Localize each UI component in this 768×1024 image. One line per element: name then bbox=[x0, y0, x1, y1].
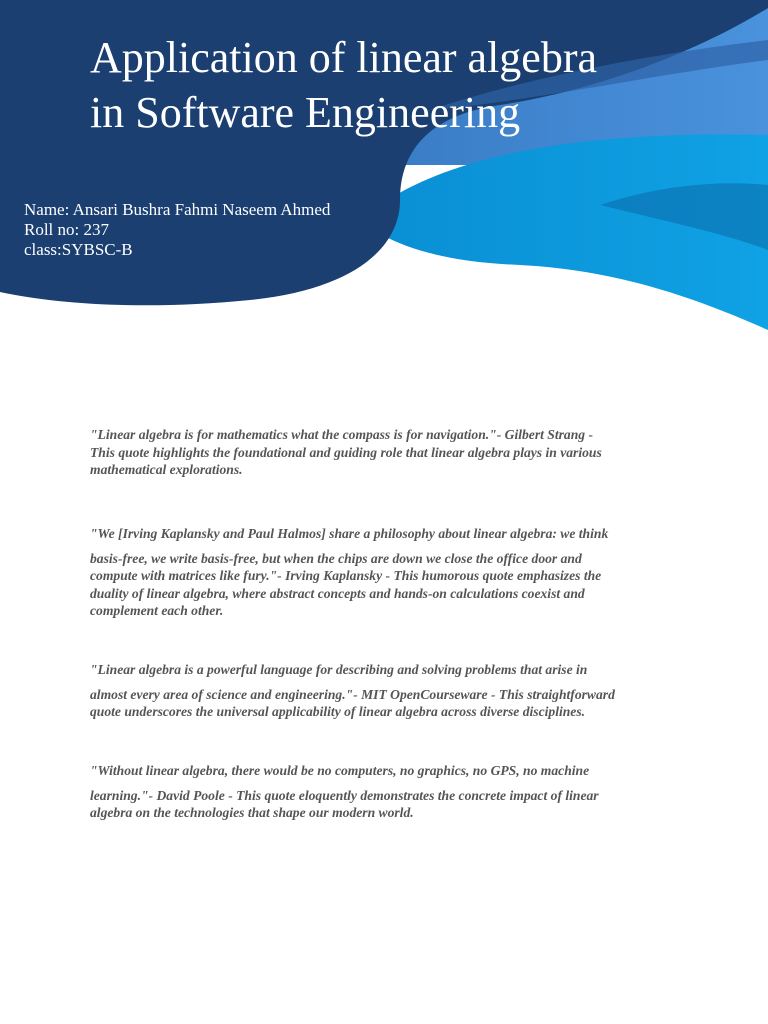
quote-line: duality of linear algebra, where abstract concepts and hands-on calculations coexist and bbox=[90, 585, 585, 601]
quote-paragraph bbox=[90, 661, 615, 721]
author-info bbox=[24, 200, 330, 260]
quote-line: quote underscores the universal applicability of linear algebra across diverse disciplines. bbox=[90, 704, 586, 719]
quote-line: This quote highlights the foundational and guiding role that linear algebra plays in various bbox=[90, 444, 602, 460]
quote-line: "We [Irving Kaplansky and Paul Halmos] share a philosophy about linear algebra: we think bbox=[90, 526, 609, 541]
quote-line: learning."- David Poole - This quote eloquently demonstrates the concrete impact of linear bbox=[90, 787, 599, 803]
author-class: class:SYBSC-B bbox=[24, 240, 133, 259]
quote-paragraph bbox=[90, 525, 608, 620]
title-line-2: in Software Engineering bbox=[90, 88, 521, 137]
quote-line: "Linear algebra is a powerful language for describing and solving problems that arise in bbox=[90, 662, 588, 677]
author-roll-number: Roll no: 237 bbox=[24, 220, 110, 239]
quote-line: compute with matrices like fury."- Irving Kaplansky - This humorous quote emphasizes the bbox=[90, 568, 602, 583]
quote-line: almost every area of science and engineering."- MIT OpenCourseware - This straightforward bbox=[90, 686, 615, 702]
quote-paragraph bbox=[90, 426, 602, 479]
quote-line: mathematical explorations. bbox=[90, 462, 243, 477]
quote-line: basis-free, we write basis-free, but when the chips are down we close the office door and bbox=[90, 550, 582, 566]
quote-line: complement each other. bbox=[90, 603, 224, 618]
quote-paragraph bbox=[90, 762, 599, 822]
quote-line: algebra on the technologies that shape our modern world. bbox=[90, 805, 414, 820]
quote-line: "Without linear algebra, there would be no computers, no graphics, no GPS, no machine bbox=[90, 763, 590, 778]
author-name: Name: Ansari Bushra Fahmi Naseem Ahmed bbox=[24, 200, 331, 219]
document-title bbox=[90, 30, 730, 140]
title-line-1: Application of linear algebra bbox=[90, 33, 598, 82]
quote-line: "Linear algebra is for mathematics what the compass is for navigation."- Gilbert Strang - bbox=[90, 427, 593, 442]
